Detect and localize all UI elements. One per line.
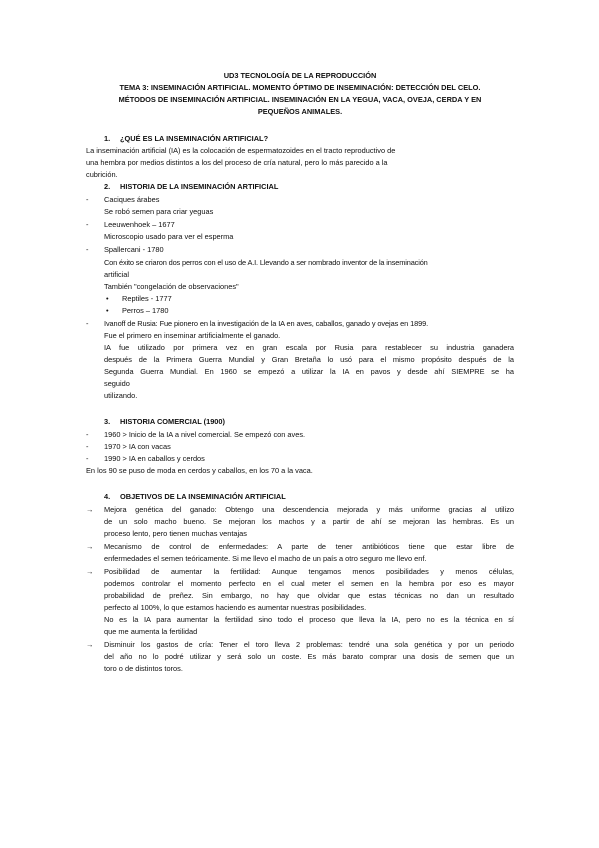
list-item: 1960 > Inicio de la IA a nivel comercial. Se empezó con aves. bbox=[104, 430, 306, 439]
section-number: 2. bbox=[104, 182, 111, 191]
arrow-marker: → bbox=[86, 505, 94, 514]
section-number: 4. bbox=[104, 492, 111, 501]
objective-line: No es la IA para aumentar la fertilidad sino todo el proceso que lleva la IA, pero no es la técnica en sí bbox=[104, 615, 514, 624]
sub-list-item: Reptiles - 1777 bbox=[122, 294, 172, 303]
topic-line: PEQUEÑOS ANIMALES. bbox=[257, 107, 343, 116]
objective-line: Posibilidad de aumentar la fertilidad: Aunque tengamos menos posibilidades y menos células, bbox=[104, 567, 514, 576]
section-number: 3. bbox=[104, 417, 111, 426]
objective-line: toro o de distintos toros. bbox=[104, 664, 183, 673]
list-note: Con éxito se criaron dos perros con el uso de A.I. Llevando a ser nombrado inventor de la inseminación bbox=[104, 258, 428, 267]
dash-marker: - bbox=[86, 245, 89, 254]
sub-list-item: Perros – 1780 bbox=[122, 306, 169, 315]
dash-marker: - bbox=[86, 454, 89, 463]
list-item: Caciques árabes bbox=[104, 195, 160, 204]
list-item: 1990 > IA en caballos y cerdos bbox=[104, 454, 205, 463]
objective-line: probabilidad de preñez. Sin embargo, no hay que olvidar que estas técnicas no dan un resultado bbox=[104, 591, 514, 600]
objective-line: de un solo macho bueno. Se mejoran los machos y a partir de ahí se mejoran las hembras. Es un bbox=[104, 517, 514, 526]
paragraph-line: seguido bbox=[104, 379, 130, 388]
section-number: 1. bbox=[104, 134, 111, 143]
document-title: UD3 TECNOLOGÍA DE LA REPRODUCCIÓN bbox=[223, 71, 377, 80]
objective-line: que me aumenta la fertilidad bbox=[104, 627, 198, 636]
list-note: Se robó semen para criar yeguas bbox=[104, 207, 214, 216]
objective-line: del año no lo podré utilizar y será solo un coste. Es más barato comprar una dosis de semen que un bbox=[104, 652, 514, 661]
paragraph-line: una hembra por medios distintos a los del proceso de cría natural, pero lo más parecido a la bbox=[86, 158, 388, 167]
objective-line: Disminuir los gastos de cría: Tener el toro lleva 2 problemas: tendré una sola genética y por un periodo bbox=[104, 640, 514, 649]
paragraph-line: utilizando. bbox=[104, 391, 138, 400]
section-heading: OBJETIVOS DE LA INSEMINACIÓN ARTIFICIAL bbox=[120, 492, 286, 501]
objective-line: podemos controlar el momento perfecto en el cual meter el semen en la hembra por eso es mayor bbox=[104, 579, 514, 588]
dash-marker: - bbox=[86, 442, 89, 451]
section-heading: HISTORIA DE LA INSEMINACIÓN ARTIFICIAL bbox=[120, 182, 279, 191]
bullet-marker: • bbox=[106, 306, 109, 315]
arrow-marker: → bbox=[86, 542, 94, 551]
list-note: Microscopio usado para ver el esperma bbox=[104, 232, 234, 241]
dash-marker: - bbox=[86, 220, 89, 229]
paragraph-line: IA fue utilizado por primera vez en gran escala por Rusia para restablecer su industria ganadera bbox=[104, 343, 514, 352]
section-heading: HISTORIA COMERCIAL (1900) bbox=[120, 417, 225, 426]
list-item: Ivanoff de Rusia: Fue pionero en la investigación de la IA en aves, caballos, ganado y ovejas en 1899. bbox=[104, 319, 429, 328]
list-item: Spallercani - 1780 bbox=[104, 245, 164, 254]
paragraph-line: La inseminación artificial (IA) es la colocación de espermatozoides en el tracto reproductivo de bbox=[86, 146, 396, 155]
paragraph-line: cubrición. bbox=[86, 170, 118, 179]
objective-line: Mejora genética del ganado: Obtengo una descendencia mejorada y más uniforme gracias al utilizo bbox=[104, 505, 514, 514]
paragraph-line: En los 90 se puso de moda en cerdos y caballos, en los 70 a la vaca. bbox=[86, 466, 313, 475]
objective-line: perfecto al 100%, lo que estamos haciendo es aumentar nuestras posibilidades. bbox=[104, 603, 367, 612]
bullet-marker: • bbox=[106, 294, 109, 303]
arrow-marker: → bbox=[86, 567, 94, 576]
paragraph-line: Segunda Guerra Mundial. En 1960 se empezó a utilizar la IA en pavos y desde ahí SIEMPRE se ha bbox=[104, 367, 514, 376]
objective-line: Mecanismo de control de enfermedades: A parte de tener antibióticos tiene que estar libre de bbox=[104, 542, 514, 551]
paragraph-line: después de la Primera Guerra Mundial y Gran Bretaña lo usó para el mismo propósito después de la bbox=[104, 355, 514, 364]
arrow-marker: → bbox=[86, 640, 94, 649]
section-heading: ¿QUÉ ES LA INSEMINACIÓN ARTIFICIAL? bbox=[120, 134, 269, 143]
topic-line: MÉTODOS DE INSEMINACIÓN ARTIFICIAL. INSEMINACIÓN EN LA YEGUA, VACA, OVEJA, CERDA Y EN bbox=[118, 95, 482, 104]
dash-marker: - bbox=[86, 319, 89, 328]
dash-marker: - bbox=[86, 195, 89, 204]
objective-line: enfermedades el semen teóricamente. Si me llevo el macho de un país a otro seguro me llevo enf. bbox=[104, 554, 427, 563]
list-item: Fue el primero en inseminar artificialmente el ganado. bbox=[104, 331, 281, 340]
list-note: También "congelación de observaciones" bbox=[104, 282, 239, 291]
topic-line: TEMA 3: INSEMINACIÓN ARTIFICIAL. MOMENTO ÓPTIMO DE INSEMINACIÓN: DETECCIÓN DEL CELO. bbox=[119, 83, 481, 92]
list-note: artificial bbox=[104, 270, 130, 279]
list-item: Leeuwenhoek – 1677 bbox=[104, 220, 175, 229]
objective-line: proceso lento, pero tienen muchas ventajas bbox=[104, 529, 247, 538]
list-item: 1970 > IA con vacas bbox=[104, 442, 171, 451]
dash-marker: - bbox=[86, 430, 89, 439]
